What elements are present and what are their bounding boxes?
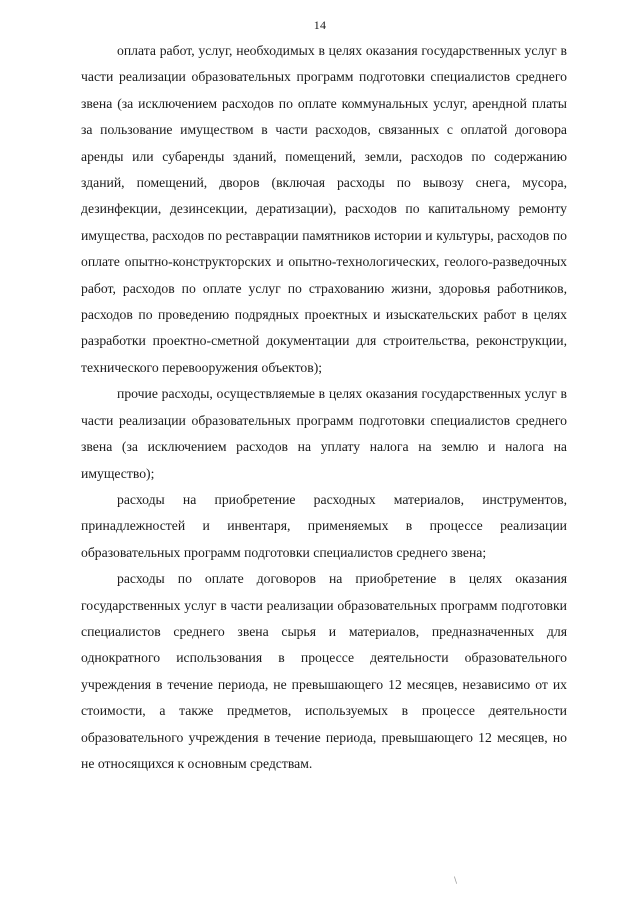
- scan-corner-mark: \: [454, 876, 458, 886]
- document-body: [81, 38, 567, 777]
- paragraph-4: расходы по оплате договоров на приобретение в целях оказания государственных услуг в части реализации образовательных программ подготовки специалистов среднего звена сырья и материалов, предназначенных для однократного использования в процессе деятельности образовательного учреждения в течение периода, не превышающего 12 месяцев, независимо от их стоимости, а также предметов, используемых в процессе деятельности образовательного учреждения в течение периода, превышающего 12 месяцев, но не относящихся к основным средствам.: [81, 571, 567, 771]
- page-number: 14: [313, 18, 327, 32]
- paragraph-3: расходы на приобретение расходных материалов, инструментов, принадлежностей и инвентаря, применяемых в процессе реализации образовательных программ подготовки специалистов среднего звена;: [81, 491, 567, 560]
- paragraph-2: прочие расходы, осуществляемые в целях оказания государственных услуг в части реализации образовательных программ подготовки специалистов среднего звена (за исключением расходов на уплату налога на землю и налога на имущество);: [81, 386, 567, 481]
- paragraph-1: оплата работ, услуг, необходимых в целях оказания государственных услуг в части реализации образовательных программ подготовки специалистов среднего звена (за исключением расходов по оплате коммунальных услуг, арендной платы за пользование имуществом в части расходов, связанных с оплатой договора аренды или субаренды зданий, помещений, земли, расходов по содержанию зданий, помещений, дворов (включая расходы по вывозу снега, мусора, дезинфекции, дезинсекции, дератизации), расходов по капитальному ремонту имущества, расходов по реставрации памятников истории и культуры, расходов по оплате опытно-конструкторских и опытно-технологических, геолого-разведочных работ, расходов по оплате услуг по страхованию жизни, здоровья работников, расходов по проведению подрядных проектных и изыскательских работ в целях разработки проектно-сметной документации для строительства, реконструкции, технического перевооружения объектов);: [81, 43, 567, 375]
